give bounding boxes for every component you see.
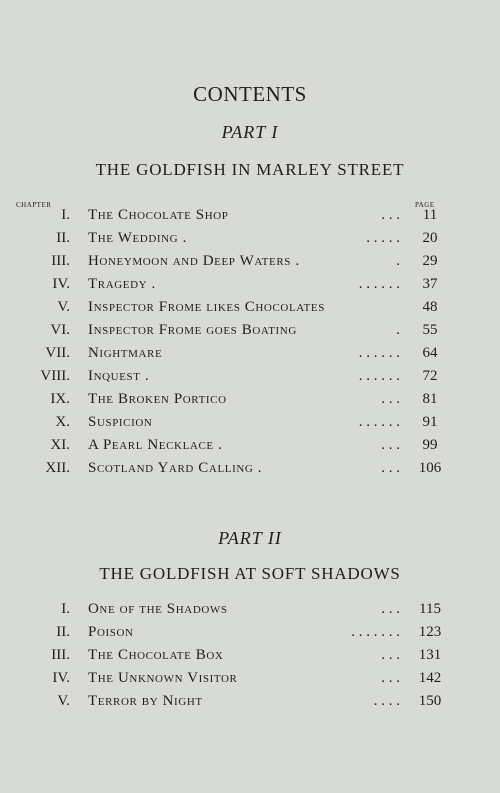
dot-leader: . . . [381,670,400,686]
page-number: 123 [418,624,442,640]
toc-entry [0,207,500,230]
contents-heading: CONTENTS [193,82,307,106]
toc-entry [0,391,500,414]
chapter-number: II. [56,624,70,640]
dot-leader: . . . [381,207,400,223]
toc-entry [0,345,500,368]
dot-leader: . . . . . . . [351,624,400,640]
toc-entry [0,460,500,483]
toc-entry [0,299,500,322]
page-number: 37 [422,276,438,292]
chapter-number: I. [61,207,70,223]
dot-leader: . [396,322,400,338]
page-number: 142 [418,670,442,686]
page-number: 11 [422,207,438,223]
chapter-title: Honeymoon and Deep Waters . [88,253,300,269]
chapter-number: III. [51,253,70,269]
dot-leader: . . . [381,391,400,407]
dot-leader: . . . . [373,693,400,709]
chapter-title: Inquest . [88,368,150,384]
chapter-number: IX. [50,391,70,407]
page-number: 106 [418,460,442,476]
part-one-chapter-list [0,207,500,483]
part-one-title: THE GOLDFISH IN MARLEY STREET [95,160,405,179]
page-number: 48 [422,299,438,315]
part-two-chapter-list [0,601,500,716]
chapter-title: One of the Shadows [88,601,228,617]
dot-leader: . . . . . . [358,276,400,292]
dot-leader: . . . [381,647,400,663]
dot-leader: . [396,253,400,269]
toc-entry [0,647,500,670]
dot-leader: . . . [381,601,400,617]
chapter-number: V. [57,693,70,709]
toc-entry [0,230,500,253]
toc-entry [0,414,500,437]
page-number: 150 [418,693,442,709]
page-number: 91 [422,414,438,430]
chapter-title: Poison [88,624,134,640]
chapter-number: XII. [45,460,70,476]
dot-leader: . . . . . . [358,368,400,384]
toc-entry [0,601,500,624]
toc-entry [0,253,500,276]
page-number: 99 [422,437,438,453]
chapter-number: XI. [50,437,70,453]
toc-entry [0,322,500,345]
chapter-title: Inspector Frome likes Chocolates [88,299,325,315]
toc-entry [0,693,500,716]
toc-entry [0,368,500,391]
toc-entry [0,437,500,460]
page-number: 81 [422,391,438,407]
dot-leader: . . . . . . [358,345,400,361]
chapter-number: III. [51,647,70,663]
dot-leader: . . . . . . [358,414,400,430]
chapter-title: Scotland Yard Calling . [88,460,263,476]
chapter-number: VII. [45,345,70,361]
chapter-title: The Unknown Visitor [88,670,238,686]
toc-entry [0,276,500,299]
dot-leader: . . . [381,437,400,453]
chapter-number: VI. [50,322,70,338]
chapter-title: Tragedy . [88,276,156,292]
chapter-title: The Broken Portico [88,391,227,407]
chapter-title: Inspector Frome goes Boating [88,322,297,338]
toc-entry [0,624,500,647]
chapter-number: IV. [52,670,70,686]
part-two-title: THE GOLDFISH AT SOFT SHADOWS [99,564,401,583]
chapter-number: I. [61,601,70,617]
chapter-title: The Wedding . [88,230,187,246]
part-two-label: PART II [218,528,282,548]
page-number: 72 [422,368,438,384]
chapter-number: VIII. [40,368,70,384]
page-column-header: PAGE [415,201,435,209]
part-one-label: PART I [221,122,279,142]
chapter-number: IV. [52,276,70,292]
chapter-title: Suspicion [88,414,153,430]
dot-leader: . . . . . [366,230,400,246]
chapter-title: Terror by Night [88,693,203,709]
page-number: 64 [422,345,438,361]
toc-entry [0,670,500,693]
page-number: 29 [422,253,438,269]
chapter-number: X. [55,414,70,430]
page-number: 55 [422,322,438,338]
chapter-column-header: CHAPTER [16,201,52,209]
chapter-title: A Pearl Necklace . [88,437,223,453]
chapter-number: II. [56,230,70,246]
page-number: 20 [422,230,438,246]
dot-leader: . . . [381,460,400,476]
chapter-title: The Chocolate Box [88,647,224,663]
chapter-title: The Chocolate Shop [88,207,229,223]
chapter-title: Nightmare [88,345,163,361]
chapter-number: V. [57,299,70,315]
page-number: 131 [418,647,442,663]
page-number: 115 [419,601,441,617]
